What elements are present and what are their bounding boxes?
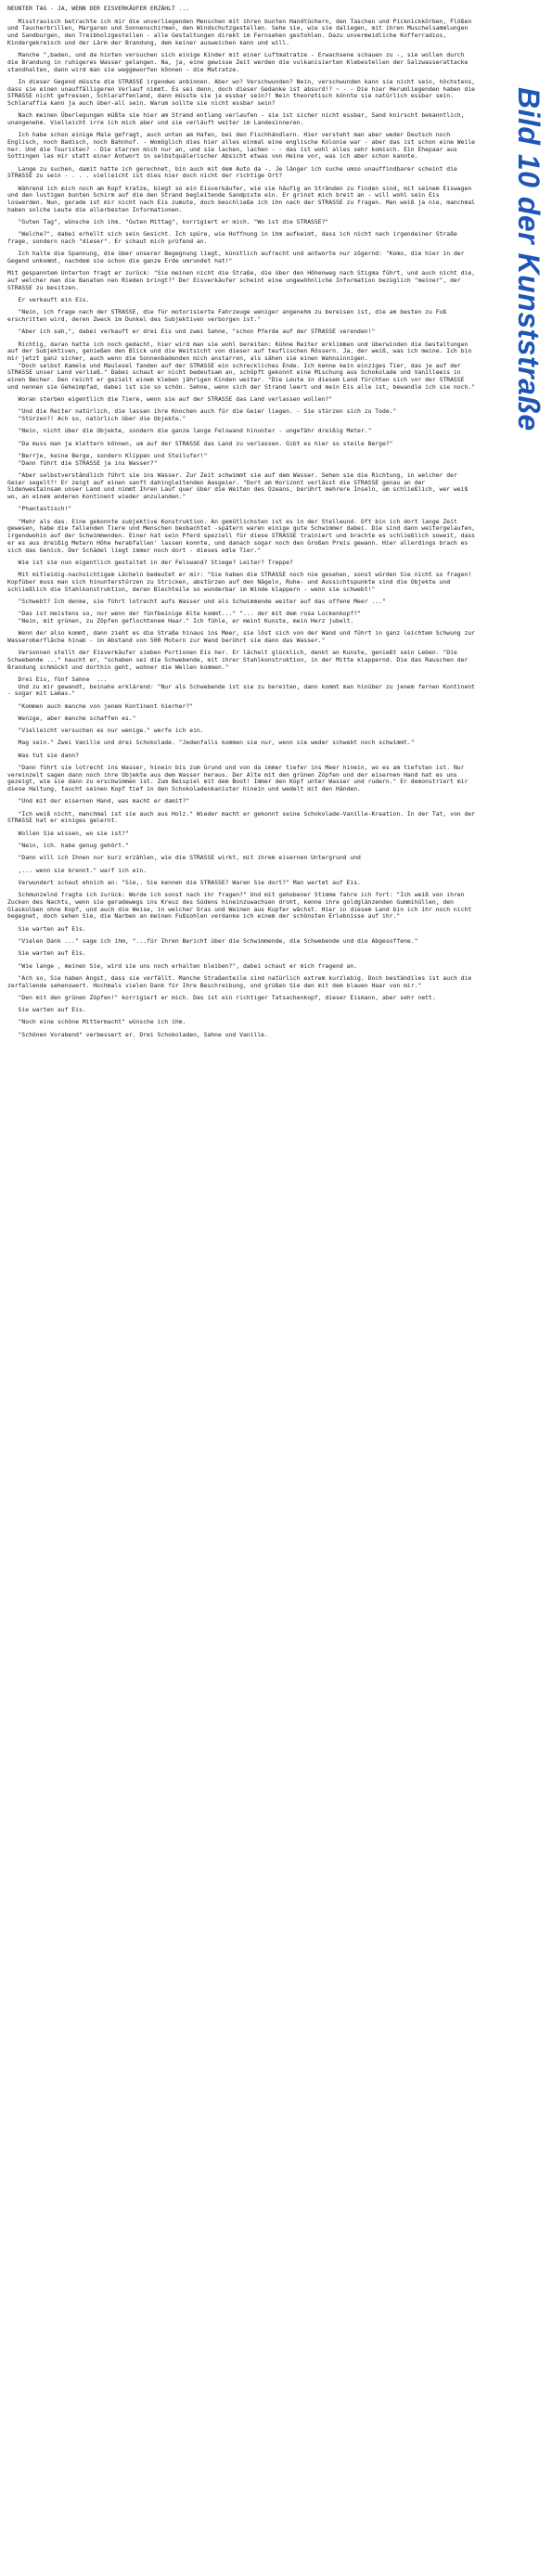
paragraph: "Nein, ich frage nach der STRASSE, die für motorisierte Fahrzeuge weniger angenehm zu bereisen ist, die am besten zu Fuß erschritten wird, deren Zweck im Dunkel des Subjektiven verborgen ist." (7, 308, 451, 324)
paragraph: ,... wenn sie brennt." warf ich ein. (7, 866, 148, 874)
paragraph: Mit gespanntem Unterton fragt er zurück: "Sie meinen nicht die Straße, die über den Höhenweg nach Stigma führt, und auch nicht die, auf welcher man die Banaten nen Rieden bringt?" Der Eisverkäufer scheint eine ungewöhnliche Information bezüglich "meiner", der STRASSE zu besitzen. (7, 269, 479, 291)
paragraph: "Wie lange , meinen Sie, wird sie uns noch erhalten bleiben?", dabei schaut er mich fragend an. (7, 961, 358, 970)
paragraph: Verwundert schaut ehnich an: "Sie,. Sie kennen die STRASSE? Waren Sie dort?" Man wartet auf Eis. (7, 878, 361, 886)
paragraph: Sie warten auf Eis. (7, 1006, 86, 1014)
paragraph: "Dann will ich Ihnen nur kurz erzählen, wie die STRASSE wirkt, mit ihrem eisernen Untergrund und (7, 854, 361, 862)
paragraph: Schmunzelnd fragte ich zurück: Worde ich sonst nach ihr fragen?" Und mit gehobener Stimme fahre ich fort: "Ich weiß von ihren Zucken des Nachts, wenn sie geradewegs ins Kreuz des Südens hineinzuwachsen droht, kenne ihre goldglänzenden Gummihüllen, den Glaskolben ohne Kopf, und auch die Weise, in welcher Oras und Weinen aus Kupfer wächst. Hier in diesem Land bin ich ihr noch nicht begegnet, doch sehen Sie, die Narben an meinen Fußsohlen verdanke ich einem der schönsten Erlebnisse auf ihr." (7, 891, 476, 921)
paragraph: Wenige, aber manche schaffen es." (7, 714, 136, 722)
paragraph: "Das ist meistens so, nur wenn der fünfbeinige Alte kommt..." "... der mit dem rosa Lockenkopf?" "Nein, mit grünen, zu Zöpfen geflochtenem Haar." Ich fühle, er meint Kunste, mein Herz jubelt. (18, 610, 361, 625)
paragraph: "Mehr als das. Eine gekonnte subjektive Konstruktion. An gemütlichsten ist es in der Stelleund. Oft bin ich dort lange Zeit gewesen, habe die fallenden Tiere und Menschen beobachtet -spätern waren einige gute Schwimmer dabei. Die sind dann weitergelaufen, irgendwohin auf der Schwimmenden. Einer hat sein Pferd speziell für diese STRASSE trainiert und brachte es schließlich soweit, dass er es aus dreißig Metern Höhe herabfallen' lassen konnte, und danach sogar noch den Großen Preis gewann. Hier allerdings brach es sich das Genick. Der Schädel liegt immer noch dort - dieses edle Tier." (7, 517, 479, 554)
paragraph: Manche ",baden, und da hinten versuchen sich einige Kinder mit einer Luftmatratze - Erwachsene schauen zu -, sie wollen durch die Brandung in ruhigeres Wasser gelangen. Na, ja, eine gewisse Zeit werden die vulkanisierten Klebestellen der Salzwasserattacke standhalten, dann wird man sie weggeworfen können - die Matratze. (7, 51, 472, 73)
paragraph: "Phantastisch!" (7, 505, 72, 513)
paragraph: Lange zu suchen, damit hatte ich gerechnet, bin auch mit dem Auto da -. Je länger ich suche umso unauffindbarer scheint die STRASSE zu sein - . . . vielleicht ist dies hier doch nicht der richtige Ort? (7, 164, 461, 180)
paragraph: "Berrje, keine Berge, sondern Klippen und Steilufer!" "Dann führt die STRASSE ja ins Wasser?" (18, 452, 208, 467)
paragraph: "Vielen Dank ..." sage ich ihm, "...für Ihren Bericht über die Schwimmende, die Schwebende und die Abgesoffene." (7, 936, 418, 945)
paragraph: Richtig, daran hatte ich noch gedacht, hier wird man sie wohl bereiten: Kühne Reiter erklimmen und überwinden die Gestaltungen auf der Subjektiven, genießen den Blick und die Weitsicht von dieser auf teuflischen Rössern. Ja, der weiß, was ich meine. Ich bin mir jetzt ganz sicher, auch wenn die Sonnenbadenden mich anstarren, als sähen sie einen Wahnsinnigen. "Doch selbst Kamele und Maulesel fanden auf der STRASSE ein schreckliches Ende. Ich kenne kein einziges Tier, das je auf der STRASSE unser Land verließ." Dabei schaut er nicht bedeutsam an, schöpft gekonnt eine Mischung aus Schokolade und Vanilleeis in einen Becher. Den reicht er gezielt einem kleben jährigen Kinden weiter. "Die Leute in diesem Land fürchten sich vor der STRASSE und nennen sie Geheimpfad, dabei ist sie so schön. Sehne, wenn sich der Strand leert und mein Eis alle ist, bewandle ich sie noch." (7, 340, 476, 391)
paragraph: Wie ist sie nun eigentlich gestaltet in der Felswand? Stiege? Leiter? Treppe? (7, 558, 293, 566)
paragraph: "Vielleicht versuchen es nur wenige." werfe ich ein. (7, 727, 204, 735)
paragraph: Mit mitleidig-nachsichtigem Lächeln bedeutet er mir: "Sie haben die STRASSE noch nie gesehen, sonst würden Sie nicht so fragen! Kopfüber muss man sich hinunterstürzen zu Stricken, abstürzen auf den Nägeln, Ruhe- und Aussichtspunkte sind die Objekte und schließlich die Stahlkonstruktion, deren Blechteile so wunderbar im Winde klappern - wenn sie schwebt!" (7, 571, 476, 593)
paragraph: "Schönen Vorabend" verbessert er. Drei Schokoladen, Sahne und Vanille. (7, 1030, 268, 1038)
paragraph: Während ich mich noch am Kopf kratze, biegt so ein Eisverkäufer, wie sie häufig an Stränden zu finden sind, mit seinem Eiswagen und den lustigen bunten Schirm auf die den Strand begleitende Sandpiste ein. Er grinst mich breit an - will wohl sein Eis loswerden. Nun, gerade ist mir nicht nach Eis zumute, doch beschließe ich ihn nach der STRASSE zu fragen. Man weiß ja nie, manchmal haben solche Leute die allerbesten Informationen. (7, 184, 479, 213)
paragraph: Ich habe schon einige Male gefragt, auch unten am Hafen, bei den Fischhändlern. Hier versteht man aber weder Deutsch noch Englisch, noch Badisch, noch Bahnhof. - Womöglich dies hier alles einmal eine englische Kolonie war - aber das ist schon eine Weile her. Und die Touristen? - Die starren mich nur an, und sie lachen, lachen - - das ist wohl alles sehr komisch. Ein Ehepaar aus Sottingen las mir statt einer Antwort in selbstquälerischer Absicht etwas von Heine vor, was ich aber schon kannte. (7, 131, 479, 161)
paragraph: "Dann führt sie lotrecht ins Wasser, hinein bis zum Grund und von da immer tiefer ins Meer hinein, wo es am tiefsten ist. Nur vereinzelt sagen dann noch ihre Objekte aus dem Wasser heraus. Der Alte mit den grünen Zöpfen und der eisernen Hand hat es uns gezeigt, wie sie dann zu erschwimmen ist. Zum Beispiel mit dem Boot! Immer den Kopf unter Wasser und rudern." Er demonstriert mir diese Haltung, taucht seinen Kopf tief in den Schokoladenkanister hinein und wedelt mit den Händen. (7, 764, 472, 793)
paragraph: "Guten Tag", wünsche ich ihm. "Guten Mittag", korrigiert er mich. "Wo ist die STRASSE?" (7, 218, 329, 226)
paragraph: "Aber ich sah,", dabei verkauft er drei Eis und zwei Sahne, "schon Pferde auf der STRASSE verenden!" (7, 328, 376, 336)
paragraph: Was tut sie dann? (7, 751, 79, 759)
paragraph: "Und die Reiter natürlich, die lassen ihre Knochen auch für die Geier liegen. - Sie stürzen sich zu Tode." "Stürzen?! Ach so, natürlich über die Objekte." (18, 407, 397, 423)
paragraph: "Noch eine schöne Mittermacht" wünsche ich ihm. (7, 1018, 186, 1026)
paragraph: Sie warten auf Eis. (7, 924, 86, 933)
paragraph: "Den mit den grünen Zöpfen!" korrigiert er mich. Das ist ein richtiger Tatsachenkopf, dieser Eismann, aber sehr nett. (7, 993, 436, 1001)
paragraph: "Nein, ich. habe genug gehört." (7, 842, 129, 850)
story-text-column (7, 5, 479, 1044)
paragraph: Wollen Sie wissen, wo sie ist?" (7, 829, 129, 837)
paragraph: Nach meinen Überlegungen müßte sie hier am Strand entlang verlaufen - sie ist sicher nicht essbar, Sand knirscht bekanntlich, unangenehm. Vielleicht irre ich mich aber und sie verläuft weiter im Landesinneren. (7, 111, 469, 126)
paragraph: Woran sterben eigentlich die Tiere, wenn sie auf der STRASSE das Land verlassen wollen?" (7, 395, 333, 404)
paragraph: Wenn der also kommt, dann zieht es die Straße hinaus ins Meer, sie löst sich von der Wand und führt in ganz leichtem Schwung zur Wasseroberfläche hinab - im Abstand von 500 Motern zur Wand berührt sie dann das Wasser." (7, 629, 479, 644)
paragraph: "Da muss man ja klettern können, um auf der STRASSE das Land zu verlassen. Gibt es hier so steile Berge?" (7, 439, 393, 447)
paragraph: "Und mit der eisernen Hand, was macht er damit?" (7, 797, 190, 805)
paragraph: Sie warten auf Eis. (7, 949, 86, 958)
paragraph: Drei Eis, fünf Sahne ... Und zu mir gewandt, beinahe erklärend: "Nur als Schwebende ist sie zu bereiten, dann kommt man hinüber zu jenem fernen Kontinent - sogar mit Lamas." (7, 675, 476, 698)
paragraph: "Kommen auch manche von jenem Kontinent hierher?" (7, 702, 194, 710)
paragraph: Ich halte die Spannung, die über unserer Begegnung liegt, künstlich aufrecht und antworte nur zögernd: "Komo, die hier in der Gegend unkommt, nachdem sie schon die ganze Erde umrundet hat!" (7, 250, 469, 265)
chapter-heading: NEUNTER TAG - JA, WENN DER EISVERKÄUFER ERZÄHLT ... (7, 5, 190, 12)
paragraph: Er verkauft ein Eis. (7, 296, 90, 304)
paragraph: "Nein, nicht über die Objekte, sondern die ganze lange Felswand hinunter - ungefähr dreißig Meter." (7, 427, 372, 435)
paragraph-list (7, 17, 479, 1039)
paragraph: Versonnen stellt der Eisverkäufer sieben Portionen Eis her. Er lächelt glücklich, denkt an Kunste, genießt sein Leben. "Die Schwebende ..." haucht er, "schaben sei die Schwebende, mit ihrer Stahlkonstruktion, in der Mitte klappernd. Die das Rauschen der Brandung schmückt und dorthin geht, wohner die Wellen kommen." (7, 649, 472, 671)
paragraph: "Aber selbstverständlich führt sie ins Wasser. Zur Zeit schwimmt sie auf dem Wasser. Sehen sie die Richtung, in welcher der Geier segelt?! Er zeigt auf einen sanft dahingleitenden Aasgeier. "Dort am Horizont verlässt die STRASSE genau an der Sidenwestainsam unser Land und nimmt Ihren Lauf quer über die Weiten des Ozeans, berührt mehrere Inseln, um schließlich, wer weiß wo, an einem anderen Kontinent wieder anzulanden." (7, 471, 472, 501)
paragraph: Mag sein." Zwei Vanille und drei Schokolade. "Jedenfalls kommen sie nur, wenn sie weder schwebt noch schwimmt." (7, 739, 415, 747)
paragraph: "Schwebt? Ich denke, sie führt lotrecht aufs Wasser und als Schwimmende weiter auf das offene Meer ..." (7, 597, 386, 605)
paragraph: "Welche?", dabei erhellt sich sein Gesicht. Ich spüre, wie Hoffnung in ihm aufkeimt, dass ich nicht nach irgendeiner Straße frage, sondern nach "dieser". Er schaut mich prüfend an. (7, 230, 461, 246)
paragraph: "Ach so, Sie haben Angst, dass sie verfällt. Manche Straßenteile sind natürlich extrem kurzlebig. Doch beständiles ist auch die zerfallende sehenswert. Hochmals vielen Dank für Ihre Beschreibung, und grüßen Sie den mit dem blauen Haar von mir." (7, 973, 476, 989)
side-title: Bild 10 der Kunststraße (512, 87, 546, 431)
paragraph: Misstrauisch betrachte ich mir die unverliegenden Menschen mit ihren bunten Handtüchern, den Taschen und Picknickkörben, Flößen und Taucherbrillen, Margaren und Sonnenschirmen, den Windschutzgestellen. Sehe sie, wie sie daliegen, mit ihren Muschelsammlungen und Sandburgen, den Treibholzgestellen - alle Gestaltungen direkt im Fernsehen gestohlen. Dazu unvermeidliche Kofferradios, Kindergekreisch und der Lärm der Brandung, dem keiner ausweichen kann und will. (7, 17, 476, 46)
paragraph: "Ich weiß nicht, manchmal ist sie auch aus Holz." Wieder macht er gekonnt seine Schokolade-Vanille-Kreation. In der Tat, von der STRASSE hat er einiges gelernt. (7, 809, 479, 825)
paragraph: In dieser Gegend müsste die STRASSE irgendwo anbinnen. Aber wo? Verschwunden? Nein, verschwunden kann sie nicht sein, höchstens, dass sie einen unauffälligeren Verlauf nimmt. Es sei denn, doch dieser Gedanke ist absurd!? ~ - - Die hier Herumliegenden haben die STRASSE nicht gefressen, Schlaraffenland, dann müsste sie ja essbar sein?! Nein theoretisch könnte sie natürlich essbar sein. Schlaraffia kann ja auch über-all sein. Warum sollte sie nicht essbar sein? (7, 77, 479, 107)
